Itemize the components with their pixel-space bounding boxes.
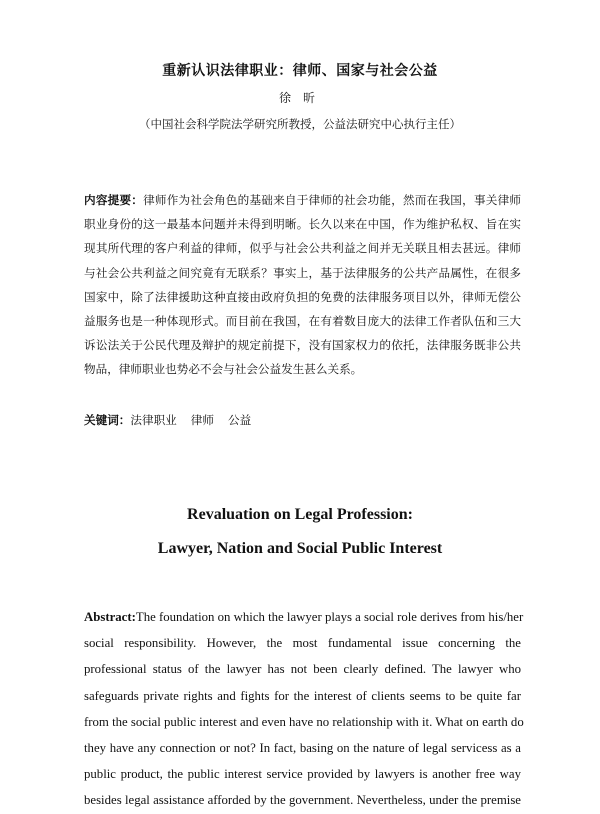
english-abstract-line: besides legal assistance afforded by the government. Nevertheless, under the premise (84, 793, 521, 808)
english-abstract-line: social responsibility. However, the most fundamental issue concerning the (84, 636, 521, 651)
english-title-line-2: Lawyer, Nation and Social Public Interest (157, 540, 443, 557)
chinese-keywords-label: 关键词： (84, 413, 131, 427)
keyword: 律师 (190, 413, 214, 427)
chinese-author: 徐昕 (278, 91, 327, 105)
chinese-abstract (84, 188, 521, 382)
english-abstract-line: they have any connection or not? In fact, basing on the nature of legal servicess as a (84, 740, 521, 755)
chinese-abstract-text: 律师作为社会角色的基础来自于律师的社会功能，然而在我国，事关律师职业身份的这一最基本问题并未得到明晰。长久以来在中国，作为维护私权、旨在实现其所代理的客户利益的律师，似乎与社会公共利益之间并无关联且相去甚远。律师与社会公共利益之间究竟有无联系？事实上，基于法律服务的公共产品属性，在很多国家中，除了法律援助这种直接由政府负担的免费的法律服务项目以外，律师无偿公益服务也是一种体现形式。而目前在我国，在有着数目庞大的法律工作者队伍和三大诉讼法关于公民代理及辩护的规定前提下，没有国家权力的依托，法律服务既非公共物品，律师职业也势必不会与社会公益发生甚么关系。 (84, 193, 521, 377)
english-abstract-line: professional status of the lawyer has not been clearly defined. The lawyer who (84, 662, 521, 677)
keyword: 法律职业 (130, 413, 177, 427)
chinese-affiliation: （中国社会科学院法学研究所教授，公益法研究中心执行主任） (139, 117, 461, 131)
english-abstract-label: Abstract: (84, 610, 136, 624)
chinese-keywords (84, 412, 265, 428)
chinese-abstract-label: 内容提要： (84, 193, 144, 207)
english-abstract-line: from the social public interest and even have no relationship with it. What on earth do (84, 714, 524, 729)
english-abstract-line: safeguards private rights and fights for the interest of clients seems to be quite far (84, 688, 521, 703)
english-abstract-line: public product, the public interest service provided by lawyers is another free way (84, 767, 521, 782)
keyword: 公益 (227, 413, 252, 427)
english-abstract-line (84, 604, 524, 630)
english-abstract-line-text: The foundation on which the lawyer plays a social role derives from his/her (135, 610, 524, 624)
english-abstract (84, 604, 524, 814)
english-title-line-1: Revaluation on Legal Profession: (187, 506, 413, 523)
chinese-title: 重新认识法律职业：律师、国家与社会公益 (162, 63, 438, 79)
